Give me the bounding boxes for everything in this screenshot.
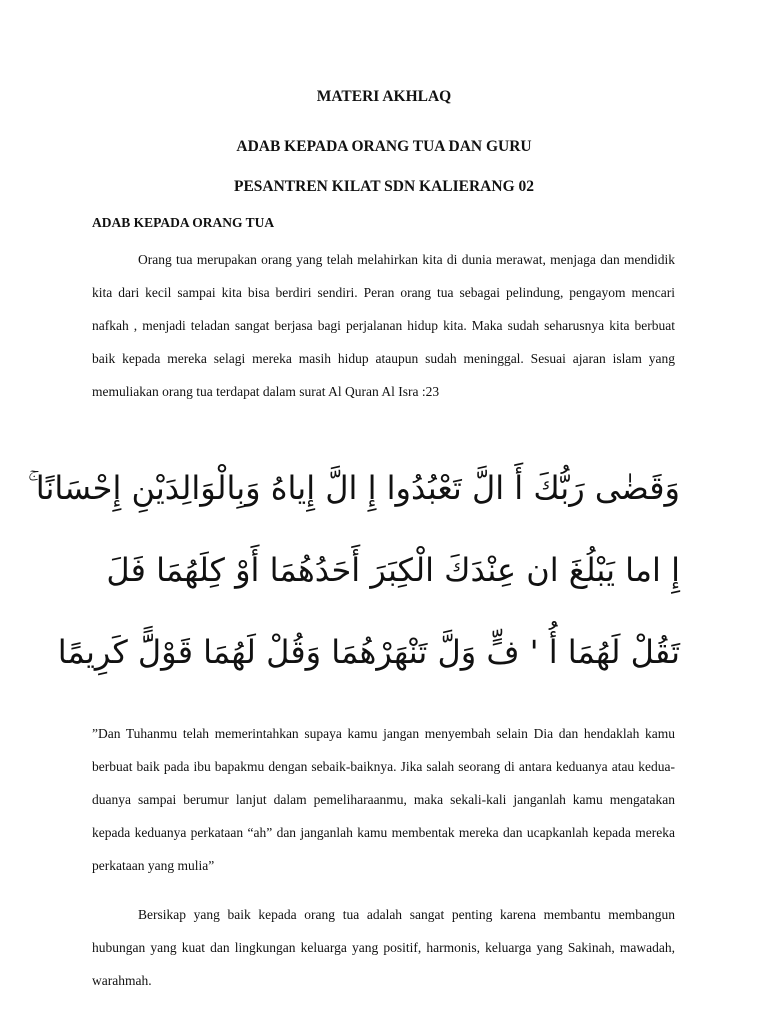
section-heading: ADAB KEPADA ORANG TUA [92, 215, 275, 230]
arabic-verse-line-1: وَقَضٰى رَبُّكَ أَ الَّ تَعْبُدُوا إِ الَّ إِياهُ وَبِالْوَالِدَيْنِ إِحْسَانًا ۚ [27, 469, 680, 507]
intro-paragraph: Orang tua merupakan orang yang telah melahirkan kita di dunia merawat, menjaga dan mendidik kita dari kecil sampai kita bisa berdiri sendiri. Peran orang tua sebagai pelindung, pengayom mencari nafkah , menjadi teladan sangat berjasa bagi perjalanan hidup kita. Maka sudah seharusnya kita berbuat baik kepada mereka selagi mereka masih hidup ataupun sudah meninggal. Sesuai ajaran islam yang memuliakan orang tua terdapat dalam surat Al Quran Al Isra :23 [92, 252, 675, 399]
document-subtitle: ADAB KEPADA ORANG TUA DAN GURU [236, 138, 532, 155]
arabic-verse-line-2: إِ اما يَبْلُغَ ان عِنْدَكَ الْكِبَرَ أَحَدُهُمَا أَوْ كِلَهُمَا فَلَ [106, 551, 680, 589]
translation-paragraph: ”Dan Tuhanmu telah memerintahkan supaya kamu jangan menyembah selain Dia dan hendaklah kamu berbuat baik pada ibu bapakmu dengan sebaik-baiknya. Jika salah seorang di antara keduanya atau kedua-duanya sampai berumur lanjut dalam pemeliharaanmu, maka sekali-kali janganlah kamu mengatakan kepada keduanya perkataan “ah” dan janganlah kamu membentak mereka dan ucapkanlah kepada mereka perkataan yang mulia” [92, 726, 675, 873]
closing-paragraph: Bersikap yang baik kepada orang tua adalah sangat penting karena membantu membangun hubungan yang kuat dan lingkungan keluarga yang positif, harmonis, keluarga yang Sakinah, mawadah, warahmah. [92, 907, 675, 988]
arabic-verse-line-3: تَقُلْ لَهُمَا أُ ' فٍّ وَلَّ تَنْهَرْهُمَا وَقُلْ لَهُمَا قَوْلًَّ كَرِيمًا [57, 633, 680, 671]
document-title: MATERI AKHLAQ [316, 88, 452, 105]
program-title: PESANTREN KILAT SDN KALIERANG 02 [233, 178, 534, 195]
